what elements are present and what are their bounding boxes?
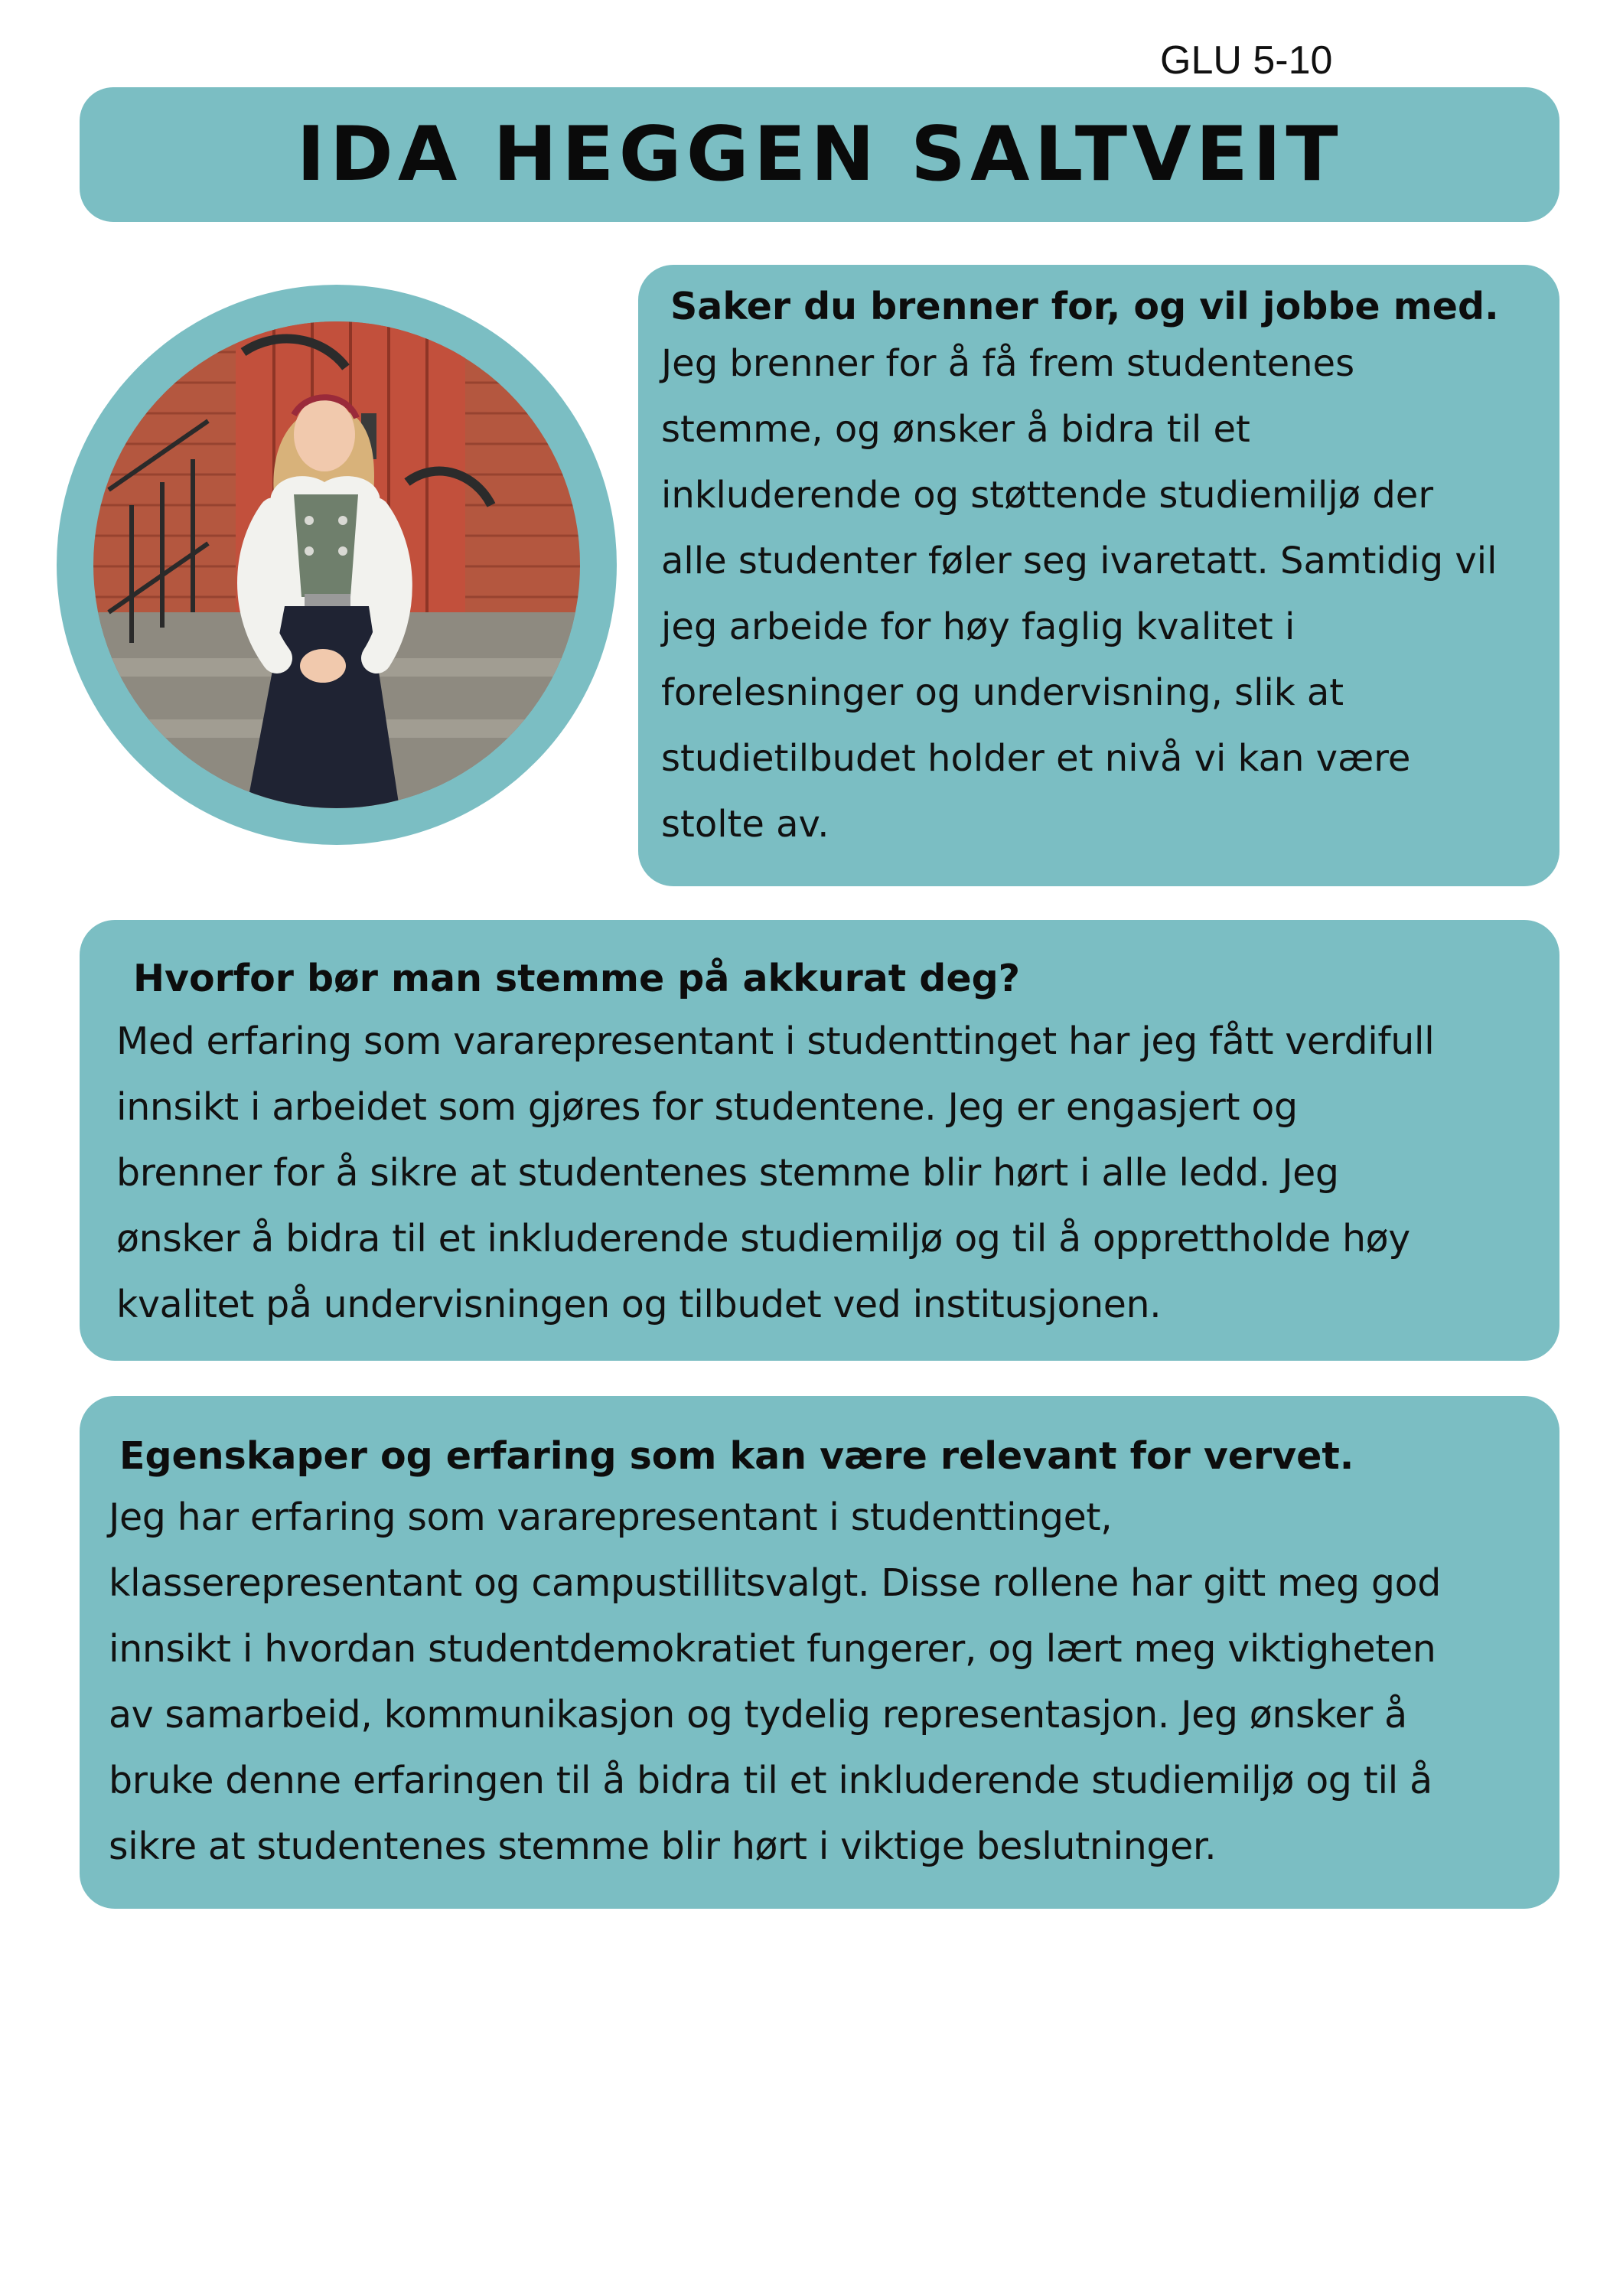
qualifications-heading: Egenskaper og erfaring som kan være relevant for vervet. bbox=[119, 1434, 1354, 1478]
issues-heading: Saker du brenner for, og vil jobbe med. bbox=[670, 285, 1499, 328]
why-vote-heading: Hvorfor bør man stemme på akkurat deg? bbox=[133, 957, 1021, 1000]
qualifications-text: Jeg har erfaring som vararepresentant i studenttinget, klasserepresentant og campustillitsvalgt. Disse rollene har gitt meg god innsikt i hvordan studentdemokratiet fungerer, og lært meg viktigheten av samarbeid, kommunikasjon og tydelig representasjon. Jeg ønsker å bruke denne erfaringen til å bidra til et inkluderende studiemiljø og til å sikre at studentenes stemme blir hørt i viktige beslutninger. bbox=[109, 1495, 1441, 1868]
photo-frame bbox=[57, 285, 617, 845]
name-banner bbox=[80, 87, 1559, 222]
issues-card bbox=[638, 265, 1559, 886]
issues-text: Jeg brenner for å få frem studentenes stemme, og ønsker å bidra til et inkluderende og støttende studiemiljø der alle studenter føler seg ivaretatt. Samtidig vil jeg arbeide for høy faglig kvalitet i forelesninger og undervisning, slik at studietilbudet holder et nivå vi kan være stolte av. bbox=[661, 342, 1498, 846]
program-tag: GLU 5-10 bbox=[1160, 38, 1333, 83]
why-vote-card bbox=[80, 920, 1559, 1361]
candidate-name: IDA HEGGEN SALTVEIT bbox=[296, 111, 1343, 198]
why-vote-text: Med erfaring som vararepresentant i studenttinget har jeg fått verdifull innsikt i arbeidet som gjøres for studentene. Jeg er engasjert og brenner for å sikre at studentenes stemme blir hørt i alle ledd. Jeg ønsker å bidra til et inkluderende studiemiljø og til å opprettholde høy kvalitet på undervisningen og tilbudet ved institusjonen. bbox=[116, 1019, 1435, 1326]
qualifications-card bbox=[80, 1396, 1559, 1909]
photo-illustration bbox=[93, 321, 580, 808]
candidate-photo bbox=[93, 321, 580, 808]
